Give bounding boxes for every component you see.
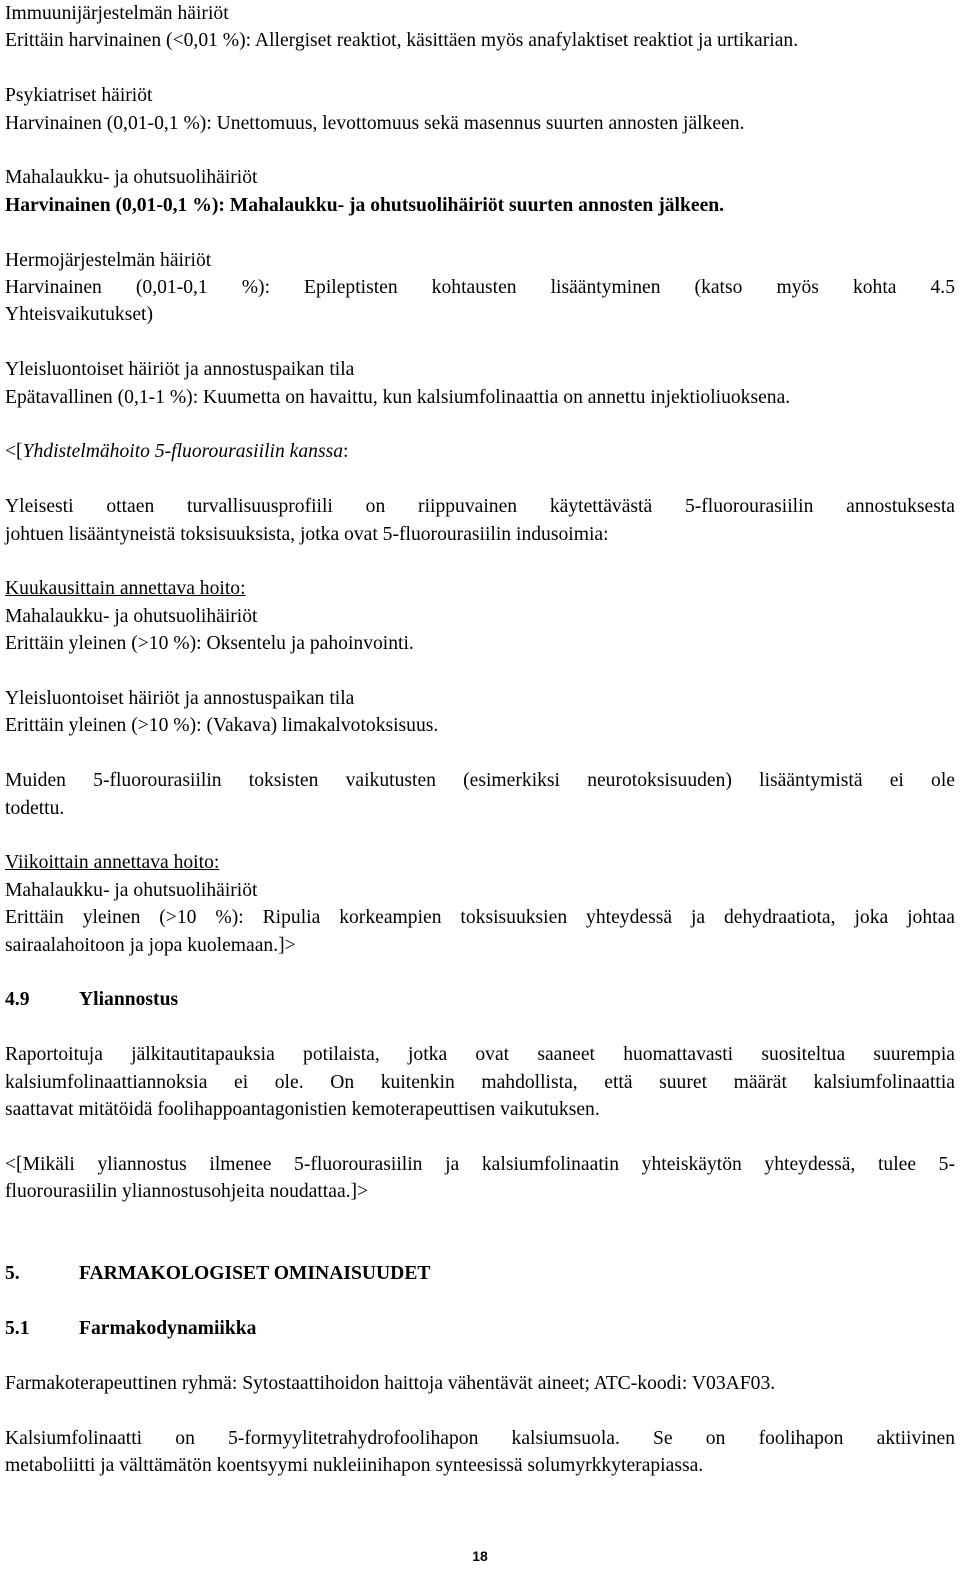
overdose-p2-line1: <[Mikäli yliannostus ilmenee 5-fluorourasiilin ja kalsiumfolinaatin yhteiskäytön yhteydessä, tulee 5- xyxy=(5,1153,955,1175)
combination-intro-line2: johtuen lisääntyneistä toksisuuksista, jotka ovat 5-fluorourasiilin indusoimia: xyxy=(5,523,609,545)
pharmacology-p-line1: Kalsiumfolinaatti on 5-formyylitetrahydrofoolihapon kalsiumsuola. Se on foolihapon aktiivinen xyxy=(5,1427,955,1449)
pharmacology-title: FARMAKOLOGISET OMINAISUUDET xyxy=(79,1263,431,1285)
pharmacodynamics-number: 5.1 xyxy=(5,1318,30,1340)
combination-title: Yhdistelmähoito 5-fluorourasiilin kanssa xyxy=(22,441,343,463)
section-text-gi: Harvinainen (0,01-0,1 %): Mahalaukku- ja ohutsuolihäiriöt suurten annosten jälkeen. xyxy=(5,194,725,216)
overdose-p2-line2: fluorourasiilin yliannostusohjeita noudattaa.]> xyxy=(5,1181,369,1203)
other-toxicity-line1: Muiden 5-fluorourasiilin toksisten vaikutusten (esimerkiksi neurotoksisuuden) lisääntymistä ei ole xyxy=(5,770,955,792)
section-heading-immune: Immuunijärjestelmän häiriöt xyxy=(5,3,229,24)
pharmacology-number: 5. xyxy=(5,1263,20,1285)
section-heading-gi: Mahalaukku- ja ohutsuolihäiriöt xyxy=(5,167,258,189)
monthly-gi-heading: Mahalaukku- ja ohutsuolihäiriöt xyxy=(5,605,258,627)
pharmacotherapeutic-group: Farmakoterapeuttinen ryhmä: Sytostaattihoidon haittoja vähentävät aineet; ATC-koodi: V03AF03. xyxy=(5,1373,776,1395)
pharmacodynamics-title: Farmakodynamiikka xyxy=(79,1318,257,1340)
document-page xyxy=(5,0,955,1480)
overdose-p1-line2: kalsiumfolinaattiannoksia ei ole. On kuitenkin mahdollista, että suuret määrät kalsiumfolinaattia xyxy=(5,1071,955,1093)
pharmacology-p-line2: metaboliitti ja välttämätön koentsyymi nukleiinihapon synteesissä solumyrkkyterapiassa. xyxy=(5,1455,704,1477)
weekly-gi-text-line1: Erittäin yleinen (>10 %): Ripulia korkeampien toksisuuksien yhteydessä ja dehydraatiota, joka johtaa xyxy=(5,907,955,929)
overdose-heading xyxy=(5,986,955,1013)
monthly-general-text: Erittäin yleinen (>10 %): (Vakava) limakalvotoksisuus. xyxy=(5,715,439,737)
combination-prefix: <[ xyxy=(5,441,23,463)
section-heading-general: Yleisluontoiset häiriöt ja annostuspaikan tila xyxy=(5,359,355,381)
overdose-number: 4.9 xyxy=(5,989,30,1011)
pharmacodynamics-heading xyxy=(5,1315,955,1342)
section-text-general: Epätavallinen (0,1-1 %): Kuumetta on havaittu, kun kalsiumfolinaattia on annettu injektioliuoksena. xyxy=(5,386,791,408)
combination-suffix: : xyxy=(343,441,349,463)
overdose-title: Yliannostus xyxy=(79,989,179,1011)
combination-intro-line1: Yleisesti ottaen turvallisuusprofiili on riippuvainen käytettävästä 5-fluorourasiilin annostuksesta xyxy=(5,496,955,518)
combination-heading xyxy=(5,438,955,465)
section-heading-psych: Psykiatriset häiriöt xyxy=(5,85,153,107)
section-text-immune: Erittäin harvinainen (<0,01 %): Allergiset reaktiot, käsittäen myös anafylaktiset reaktiot ja urtikarian. xyxy=(5,30,799,52)
monthly-general-heading: Yleisluontoiset häiriöt ja annostuspaikan tila xyxy=(5,688,355,710)
pharmacology-heading xyxy=(5,1260,955,1287)
other-toxicity-line2: todettu. xyxy=(5,797,65,819)
page-number: 18 xyxy=(472,1548,488,1564)
weekly-gi-text-line2: sairaalahoitoon ja jopa kuolemaan.]> xyxy=(5,934,296,956)
section-heading-nervous: Hermojärjestelmän häiriöt xyxy=(5,249,212,271)
weekly-heading: Viikoittain annettava hoito: xyxy=(5,852,220,874)
weekly-gi-heading: Mahalaukku- ja ohutsuolihäiriöt xyxy=(5,879,258,901)
section-text-nervous-line2: Yhteisvaikutukset) xyxy=(5,304,154,326)
monthly-heading: Kuukausittain annettava hoito: xyxy=(5,578,246,600)
overdose-p1-line3: saattavat mitätöidä foolihappoantagonistien kemoterapeuttisen vaikutuksen. xyxy=(5,1099,600,1121)
monthly-gi-text: Erittäin yleinen (>10 %): Oksentelu ja pahoinvointi. xyxy=(5,633,414,655)
section-text-psych: Harvinainen (0,01-0,1 %): Unettomuus, levottomuus sekä masennus suurten annosten jälkeen. xyxy=(5,112,745,134)
section-text-nervous-line1: Harvinainen (0,01-0,1 %): Epileptisten kohtausten lisääntyminen (katso myös kohta 4.5 xyxy=(5,277,955,299)
overdose-p1-line1: Raportoituja jälkitautitapauksia potilaista, jotka ovat saaneet huomattavasti suositeltua suurempia xyxy=(5,1044,955,1066)
